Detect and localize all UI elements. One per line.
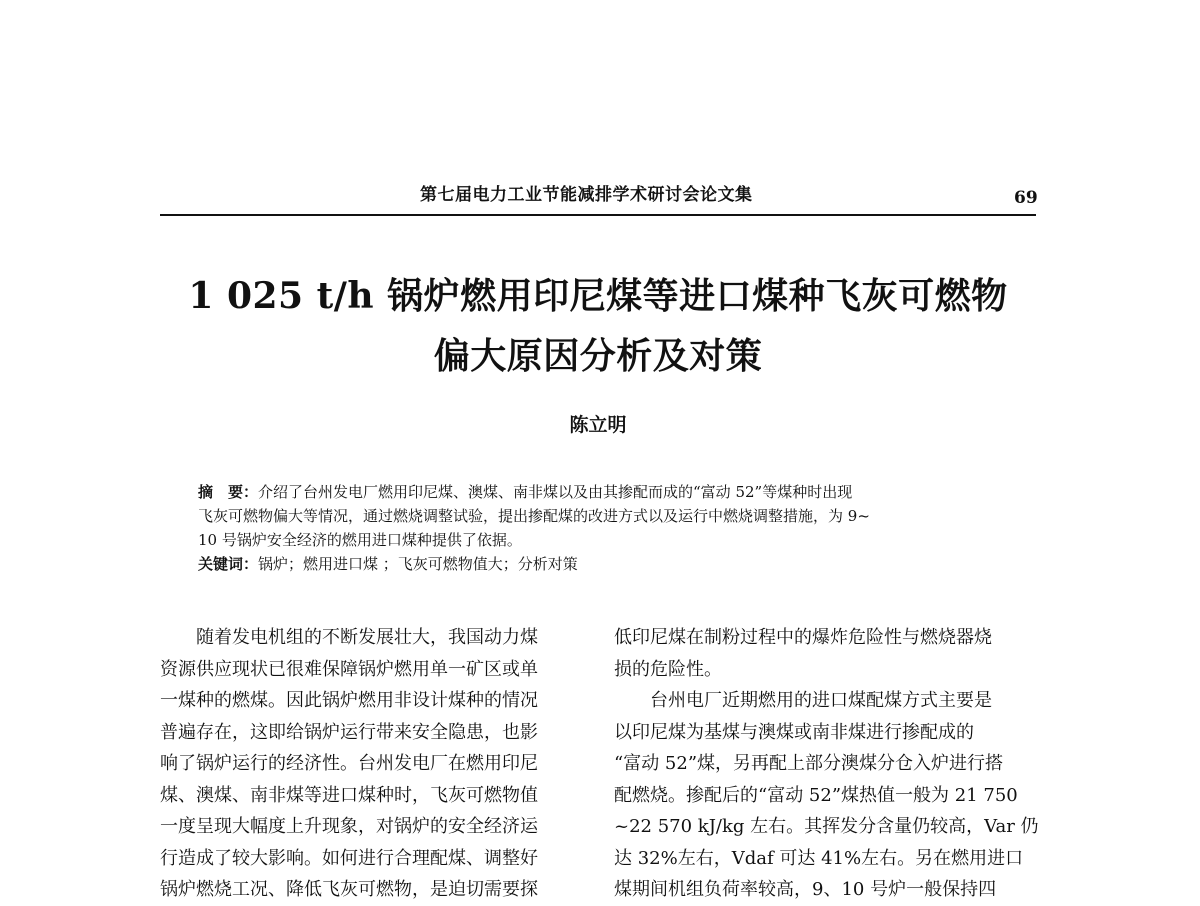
page-number: 69: [1014, 188, 1038, 208]
body-line: 一煤种的燃煤。因此锅炉燃用非设计煤种的情况: [160, 690, 538, 711]
body-line: 资源供应现状已很难保障锅炉燃用单一矿区或单: [160, 658, 538, 680]
body-line: 煤期间机组负荷率较高，9、10 号炉一般保持四: [614, 879, 997, 900]
abstract-line-3: 10 号锅炉安全经济的燃用进口煤种提供了依据。: [198, 531, 522, 549]
body-line: 配燃烧。掺配后的“富动 52”煤热值一般为 21 750: [614, 784, 1018, 806]
body-line: 台州电厂近期燃用的进口煤配煤方式主要是: [614, 690, 992, 711]
abstract-text-1: 介绍了台州发电厂燃用印尼煤、澳煤、南非煤以及由其掺配而成的“富动 52”等煤种时出现: [258, 483, 853, 501]
body-line: ~22 570 kJ/kg 左右。其挥发分含量仍较高，Var 仍: [614, 816, 1039, 837]
header-rule: [160, 214, 1036, 216]
keywords-label: 关键词：: [198, 555, 259, 573]
abstract-label: 摘 要：: [198, 483, 259, 501]
body-line: 响了锅炉运行的经济性。台州发电厂在燃用印尼: [160, 753, 538, 774]
body-line: “富动 52”煤，另再配上部分澳煤分仓入炉进行搭: [614, 753, 1004, 774]
body-line: 达 32%左右，Vdaf 可达 41%左右。另在燃用进口: [614, 847, 1024, 869]
body-column-right: [614, 622, 1039, 906]
body-line: 普遍存在，这即给锅炉运行带来安全隐患，也影: [160, 721, 538, 743]
body-line: 低印尼煤在制粉过程中的爆炸危险性与燃烧器烧: [614, 627, 992, 648]
running-header-title: 第七届电力工业节能减排学术研讨会论文集: [420, 185, 753, 205]
author-name: 陈立明: [569, 414, 627, 436]
body-column-left: [160, 622, 580, 906]
body-line: 随着发电机组的不断发展壮大，我国动力煤: [160, 627, 538, 648]
body-line: 煤、澳煤、南非煤等进口煤种时，飞灰可燃物值: [160, 784, 538, 806]
paper-title-line-2: 偏大原因分析及对策: [433, 335, 763, 377]
abstract-line-2: 飞灰可燃物偏大等情况，通过燃烧调整试验，提出掺配煤的改进方式以及运行中燃烧调整措施，为 9~: [198, 507, 870, 525]
body-line: 以印尼煤为基煤与澳煤或南非煤进行掺配成的: [614, 721, 974, 743]
paper-title-line-1: 1 025 t/h 锅炉燃用印尼煤等进口煤种飞灰可燃物: [188, 275, 1008, 317]
abstract-block: [198, 480, 1018, 576]
body-line: 损的危险性。: [614, 658, 722, 680]
abstract-line-1: [198, 480, 1018, 504]
body-line: 一度呈现大幅度上升现象，对锅炉的安全经济运: [160, 816, 538, 837]
body-line: 锅炉燃烧工况、降低飞灰可燃物，是迫切需要探: [160, 879, 538, 900]
keywords-line: [198, 552, 1018, 576]
body-line: 行造成了较大影响。如何进行合理配煤、调整好: [160, 847, 538, 869]
keywords-text: 锅炉；燃用进口煤 ；飞灰可燃物值大；分析对策: [258, 555, 578, 573]
